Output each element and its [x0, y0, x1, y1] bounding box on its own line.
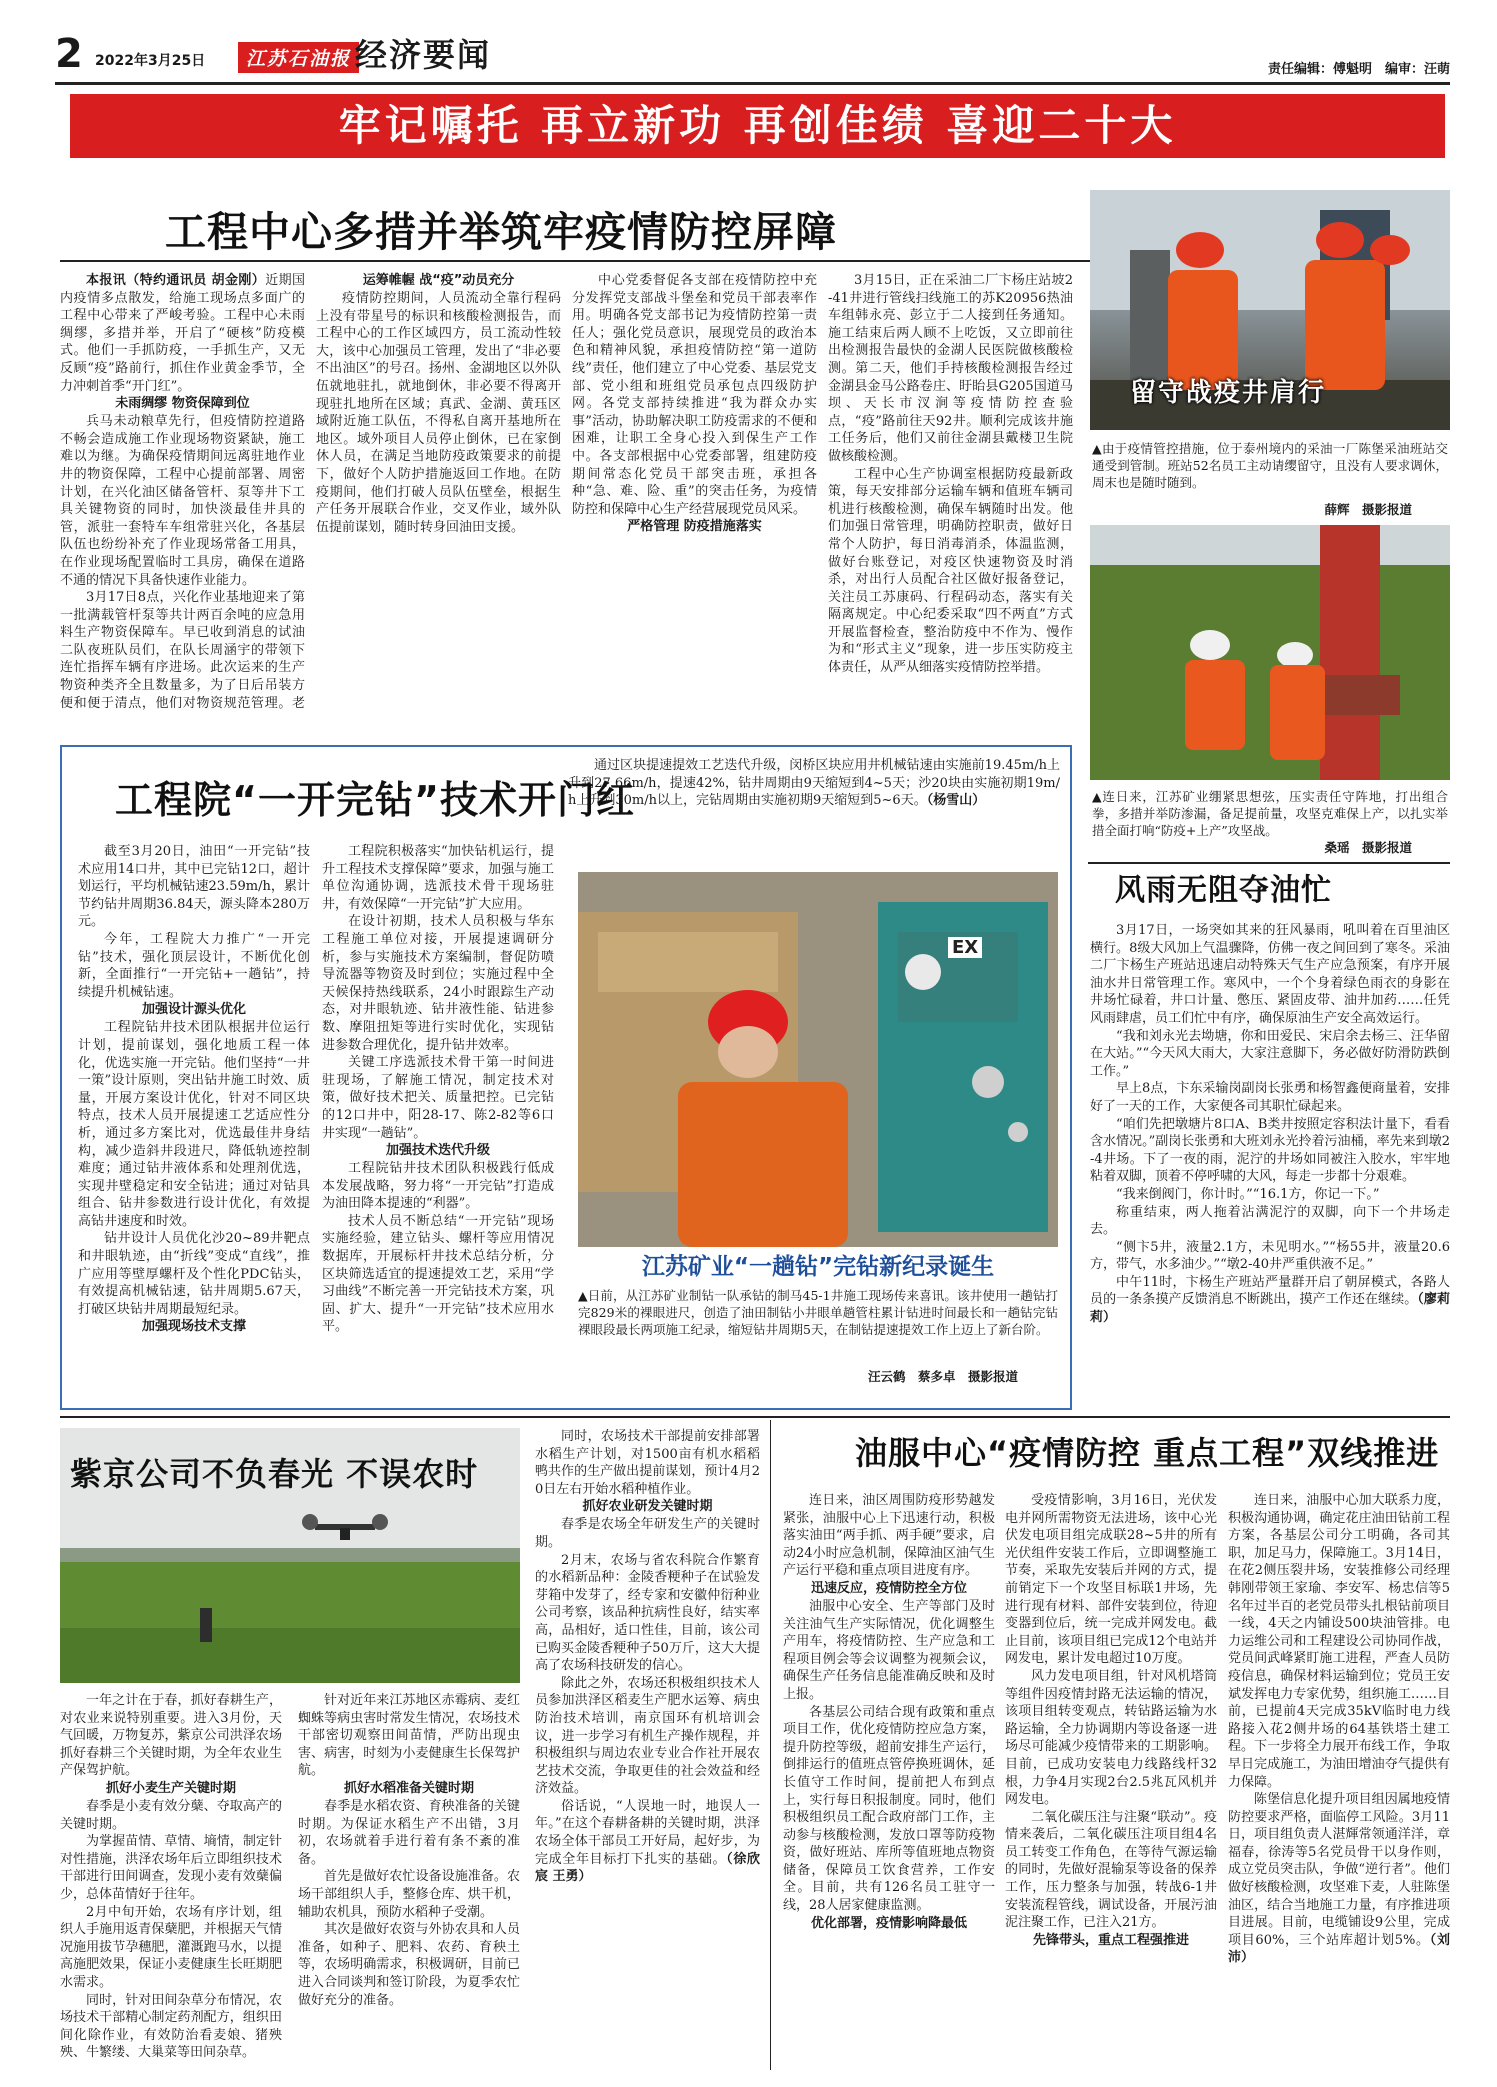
photo-guard-workers: [1090, 190, 1450, 430]
ex-plate-label: EX: [948, 937, 982, 958]
a2-p10: 通过区块提速提效工艺迭代升级，闵桥区块应用井机械钻速由实施前19.45m/h上升到27.66m/h，提速42%，钻井周期由9天缩短到4~5天；沙20块由实施初期19m/h上升到30m/h以上，完钻周期由实施初期9天缩短到5~6天。: [568, 758, 1060, 809]
photo-drill-worker-art: [578, 872, 1058, 1247]
a4-p12: 2月末，农场与省农科院合作繁育的水稻新品种：金陵香粳种子在试验发芽箱中发芽了，经专家和安徽仲衍种业公司考察，该品种抗病性良好，结实率高，品相好，适口性佳，目前，该公司已购买金陵香粳种子50万斤，这大大提高了农场科技研发的信心。: [535, 1552, 760, 1674]
a5-col1: [783, 1492, 995, 2067]
a3-p6: 称重结束，两人拖着沾满泥泞的双脚，向下一个井场走去。: [1090, 1204, 1450, 1238]
a5-p4: 受疫情影响，3月16日，光伏发电并网所需物资无法进场，该中心光伏发电项目组完成联28~5井的所有光伏组件安装工作后，立即调整施工节奏，采取先安装后并网的方式，提前销定下一个攻坚目标联1井场，先进行现有材料、部件安装到位，待迎变器到位后，统一完成并网发电。截止目前，该项目组已完成12个电站并网发电，累计发电超过10万度。: [1005, 1493, 1217, 1667]
a2-sub1: 加强设计源头优化: [141, 1002, 246, 1018]
a4-author: （徐欣宸 王勇）: [535, 1851, 760, 1885]
section-name: 经济要闻: [355, 36, 492, 74]
a2-sub3: 加强技术迭代升级: [385, 1143, 490, 1159]
issue-date: 2022年3月25日: [95, 53, 206, 69]
a4-p8: 首先是做好农忙设备设施准备。农场干部组织人手，整修仓库、烘干机，辅助农机具，预防水稻种子受潮。: [298, 1869, 520, 1920]
a1-col2: [316, 272, 561, 712]
a4-p13: 除此之外，农场还积极组织技术人员参加洪泽区稻麦生产肥水运筹、病虫防治技术培训，南京国环有机培训会议，进一步学习有机生产操作规程，并积极组织与周边农业专业合作社开展农艺技术交流，争取更佳的社会效益和经济效益。: [535, 1675, 760, 1797]
a4-p6: 针对近年来江苏地区赤霉病、麦红蜘蛛等病虫害时常发生情况，农场技术干部密切观察田间苗情，严防出现虫害、病害，时刻为小麦健康生长保驾护航。: [298, 1693, 520, 1779]
photo3-credit: 汪云鹤 蔡多卓 摄影报道: [867, 1369, 1018, 1384]
photo-mining-workers-art: [1090, 525, 1450, 780]
a2-col3: [568, 757, 1060, 857]
a4-col1: [60, 1692, 282, 2062]
a3-p4: “咱们先把墩塘片8口A、B类井按照定容积法计量下，看看含水情况。”副岗长张勇和大班刘永光拎着污油桶，率先来到墩2-4井场。下了一夜的雨，泥泞的井场如同被注入胶水，牢牢地粘着双脚，顶着不停呼啸的大风，每走一步都十分艰难。: [1090, 1116, 1450, 1185]
page-number: 2: [55, 31, 83, 77]
a5-p7: 连日来，油服中心加大联系力度，积极沟通协调，确定花庄油田钻前工程方案，各基层公司分工明确，各司其职，加足马力，保障施工。3月14日，在花2侧压裂井场，安装推修公司经理韩刚带领王家瑜、李安军、杨忠信等5名年过半百的老党员带头扎根钻前项目一线，4天之内铺设500块油管排。电力运维公司和工程建设公司协同作战，党员间武峰紧盯施工进程，严查人员防疫信息，确保材料运输到位；党员王安斌发挥电力专家优势，组织施工……目前，已提前4天完成35kV临时电力线路接入花2侧井场的64基铁塔土建工程。下一步将全力展开布线工作，争取早日完成施工，为油田增油夺气提供有力保障。: [1228, 1493, 1450, 1790]
a2-sub2: 加强现场技术支撑: [141, 1319, 246, 1335]
a1-sub3: 严格管理 防疫措施落实: [627, 519, 762, 535]
a4-p4: 2月中旬开始，农场有序计划，组织人手施用返青保蘖肥，并根据天气情况施用拔节孕穗肥，灌溉跑马水，以提高施肥效果，保证小麦健康生长旺期肥水需求。: [60, 1904, 282, 1990]
a2-p2: 今年，工程院大力推广“一开完钻”技术，强化顶层设计，不断优化创新，全面推行“一开完钻+一趟钻”，持续提升机械钻速。: [78, 931, 310, 1000]
a1-p2: 兵马未动粮草先行，但疫情防控道路不畅会造成施工作业现场物资紧缺，施工难以为继。为确保疫情期间远离驻地作业井的物资保障，工程中心提前部署、周密计划，在兴化油区储备管杆、泵等井下工具关键物资的同时，加快淡最佳井具的管，派驻一套特车车组常驻兴化，各基层队伍也纷纷补充了作业现场常备工用具，在作业现场配置临时工具房，确保在道路不通的情况下具备快速作业能力。: [60, 414, 305, 588]
photo3-caption-text: ▲日前，从江苏矿业制钻一队承钻的制马45-1井施工现场传来喜讯。该井使用一趟钻打完829米的裸眼进尺，创造了油田制钻小井眼单趟管柱累计钻进时间最长和一趟钻完钻裸眼段最长两项施工纪录，缩短钻井周期5天，在制钻提速提效工作上迈上了新台阶。: [578, 1288, 1058, 1337]
photo2-caption: [1092, 788, 1448, 840]
paper-logo: 江苏石油报: [238, 42, 359, 73]
a3-top-rule: [1088, 862, 1450, 864]
photo1-caption-text: ▲由于疫情管控措施，位于泰州境内的采油一厂陈堡采油班站交通受到管制。班站52名员工主动请缨留守，且没有人要求调休，周末也是随时随到。: [1092, 441, 1448, 490]
a1-col1: [60, 272, 305, 712]
a2-headline: 工程院“一开完钻”技术开门红: [115, 778, 635, 822]
photo-farm-drone: [60, 1428, 520, 1683]
a1-p4: 疫情防控期间，人员流动全靠行程码上没有带星号的标识和核酸检测报告，而工程中心的工作区域四方，员工流动性较大，该中心加强员工管理，发出了“非必要不出油区”的号召。扬州、金湖地区以外队伍就地驻扎，就地倒休，非必要不得离开现驻扎地所在区域；真武、金湖、黄珏区域附近施工队伍，不得私自离开基地所在地区。域外项目人员停止倒休，已在家倒休人员，在满足当地防疫政策要求的前提下，做好个人防护措施返回工作地。在防疫期间，他们打破人员队伍壁垒，根据生产任务开展联合作业，交叉作业，域外队伍提前谋划，随时转身回油田支援。: [316, 291, 561, 535]
a2-p7: 关键工序选派技术骨干第一时间进驻现场，了解施工情况，制定技术对策，做好技术把关、质量把控。已完钻的12口井中，阳28-17、陈2-82等6口井实现“一趟钻”。: [322, 1055, 554, 1141]
a4-sub2: 抓好水稻准备关键时期: [343, 1780, 474, 1796]
a1-p5: 中心党委督促各支部在疫情防控中充分发挥党支部战斗堡垒和党员干部表率作用。明确各党支部书记为疫情防控第一责任人；强化党员意识，展现党员的政治本色和精神风貌，承担疫情防控“第一道防线”责任，他们建立了中心党委、基层党支部、党小组和班组党员承包点四级防护网。各党支部持续推进“我为群众办实事”活动，协助解决职工防疫需求的不便和困难，让职工全身心投入到保生产工作中。各支部根据中心党委部署，组建防疫期间常态化党员干部突击班，承担各种“急、难、险、重”的突击任务，为疫情防控和保障中心生产经营展现党员风采。: [572, 273, 817, 517]
a5-sub3: 先锋带头，重点工程强推进: [1032, 1932, 1189, 1948]
a1-sub2: 运筹帷幄 战“疫”动员充分: [362, 273, 515, 288]
photo1-overlay-text: 留守战疫井肩行: [1130, 378, 1327, 408]
a2-p1: 截至3月20日，油田“一开完钻”技术应用14口井，其中已完钻12口，超计划运行，平均机械钻速23.59m/h，累计节约钻井周期36.84天，源头降本280万元。: [78, 844, 310, 930]
a1-p3: 3月17日8点，兴化作业基地迎来了第一批满载管杆泵等共计两百余吨的应急用料生产物资保障车。早已收到消息的试油二队夜班队员们，在队长周涵宇的带领下连忙指挥车辆有序进场。此次运来的生产物资种类齐全且数量多，为了日后吊装方便和便于清点，他们对物资规范管理。老: [60, 590, 305, 711]
a1-byline: 本报讯（特约通讯员 胡金刚）: [86, 273, 266, 288]
photo2-caption-text: ▲连日来，江苏矿业绷紧思想弦，压实责任守阵地，打出组合拳，多措并举防渗漏，备足提前量，攻坚克难保上产，以扎实举措全面打响“防疫+上产”攻坚战。: [1092, 789, 1448, 838]
a5-left-rule: [770, 1420, 771, 2070]
a3-p2: “我和刘永光去坳塘，你和田爱民、宋启余去杨三、汪华留在大站。”“今天风大雨大，大家注意脚下，务必做好防滑防跌倒工作。”: [1090, 1028, 1450, 1079]
photo3-caption: [578, 1287, 1058, 1361]
a1-headline: 工程中心多措并举筑牢疫情防控屏障: [165, 208, 837, 256]
a2-author: （杨雪山）: [926, 793, 986, 809]
page-header: [55, 30, 1450, 82]
a2-p5: 工程院积极落实“加快钻机运行，提升工程技术支撑保障”要求，加强与施工单位沟通协调，选派技术骨干现场驻井，有效保障“一开完钻”扩大应用。: [322, 844, 554, 912]
a4-p14: 俗话说，“人误地一时，地误人一年。”在这个春耕备耕的关键时期，洪泽农场全体干部员工开好局，起好步，为完成全年目标打下扎实的基础。: [535, 1798, 760, 1867]
a2-p4: 钻井设计人员优化沙20~89井靶点和井眼轨迹，由“折线”变成“直线”，推广应用等壁厚螺杆及个性化PDC钻头，有效提高机械钻速，钻井周期5.67天，打破区块钻井周期最短纪录。: [78, 1231, 310, 1317]
a4-sub3: 抓好农业研发关键时期: [582, 1499, 713, 1515]
a5-p8: 陈堡信息化提升项目组因属地疫情防控要求严格，面临停工风险。3月11日，项目组负责人湛輝常领通洋洋，章福春，徐涛等5名党员骨干以身作则，成立党员突击队，争做“逆行者”。他们做好核酸检测，攻坚难下麦，人驻陈堡油区，结合当地施工力量，有序推进项目进展。目前，电缆铺设9公里，完成项目60%，三个站库超计划5%。: [1228, 1792, 1450, 1948]
a5-p2: 油服中心安全、生产等部门及时关注油气生产实际情况，优化调整生产用车，将疫情防控、生产应急和工程项目例会等会议调整为视频会议，确保生产任务信息能准确反映和及时上报。: [783, 1598, 995, 1702]
a1-rule: [60, 260, 1090, 262]
a4-p7: 春季是水稻农资、育秧准备的关键时期。为保证水稻生产不出错，3月初，农场就着手进行着有条不紊的准备。: [298, 1798, 520, 1867]
a1-col4: [828, 272, 1073, 712]
mid-rule: [60, 1416, 1450, 1418]
a5-p3: 各基层公司结合现有政策和重点项目工作，优化疫情防控应急方案，提升防控等级，超前安排生产运行，倒排运行的值班点管停换班调休，延长值守工作时间，提前把人布到点上，实行每日积报制度。同时，他们积极组织员工配合政府部门工作，主动参与核酸检测，发放口罩等防疫物资，做好班站、库所等值班地点物资储备，保障员工饮食营养，工作安全。目前，共有126名员工驻守一线，28人居家健康监测。: [783, 1704, 995, 1914]
a1-p1: 近期国内疫情多点散发，给施工现场点多面广的工程中心带来了严峻考验。工程中心未雨绸缪，多措并举，开启了“硬核”防疫模式。他们一手抓防疫，一手抓生产，又无反顾“疫”路前行，抓住作业黄金季节，全力冲刺首季“开门红”。: [60, 273, 305, 394]
photo-drill-worker: [578, 872, 1058, 1247]
header-rule: [55, 82, 1450, 85]
a3-body: [1090, 922, 1450, 1402]
a2-p3: 工程院钻井技术团队根据井位运行计划，提前谋划，强化地质工程一体化，优选实施一开完钻。他们坚持“一井一策”设计原则，突出钻井施工时效、质量，开展方案设计优化，针对不同区块特点，技术人员开展提速工艺适应性分析，通过多方案比对，优选最佳井身结构，减少造斜井段进尺，降低轨迹控制难度；通过钻井液体系和处理剂优选，实现井壁稳定和安全钻进；通过对钻具组合、钻井参数进行设计优化，有效提高钻井速度和时效。: [78, 1020, 310, 1229]
a5-col2: [1005, 1492, 1217, 2067]
a4-sub1: 抓好小麦生产关键时期: [105, 1780, 236, 1796]
slogan-banner: [70, 94, 1445, 158]
a5-sub2: 优化部署，疫情影响降最低: [810, 1915, 967, 1931]
a4-p2: 春季是小麦有效分蘖、夺取高产的关键时期。: [60, 1798, 282, 1832]
a2-col1: [78, 843, 310, 1395]
a4-col2: [298, 1692, 520, 2062]
a5-p1: 连日来，油区周围防疫形势越发紧张，油服中心上下迅速行动，积极落实油田“两手抓、两手硬”要求，启动24小时应急机制，保障油区油气生产运行平稳和重点项目进度有序。: [783, 1493, 995, 1579]
photo-mining-workers: [1090, 525, 1450, 780]
a1-col3: [572, 272, 817, 712]
a2-p6: 在设计初期，技术人员积极与华东工程施工单位对接，开展提速调研分析，参与实施技术方案编制，督促防喷导流器等物资及时到位；实施过程中全天候保持热线联系，24小时跟踪生产动态，对井眼轨迹、钻井液性能、钻进参数、摩阻扭矩等进行实时优化，实现钻进参数合理优化，提升钻井效率。: [322, 914, 554, 1053]
a5-col3: [1228, 1492, 1450, 2067]
a4-p5: 同时，针对田间杂草分布情况，农场技术干部精心制定药剂配方，组织田间化除作业，有效防治看麦娘、猪殃殃、牛繁缕、大巢菜等田间杂草。: [60, 1992, 282, 2061]
a3-p1: 3月17日，一场突如其来的狂风暴雨，吼叫着在百里油区横行。8级大风加上气温骤降，仿佛一夜之间回到了寒冬。采油二厂卞杨生产班站迅速启动特殊天气生产应急预案，有序开展油水井日常管理工作。寒风中，一个个身着绿色雨衣的身影在井场忙碌着，井口计量、憋压、紧固皮带、油井加药……任凭风雨肆虐，员工们忙中有序，确保原油生产安全高效运行。: [1090, 923, 1450, 1026]
a1-p6: 3月15日，正在采油二厂卞杨庄站坡2-41井进行管线扫线施工的苏K20956热油车组韩永亮、彭立于二人接到任务通知。施工结束后两人顾不上吃饭，又立即前往出检测报告最快的金湖人民医院做核酸检测。第二天，他们手持核酸检测报告经过金湖县金马公路卷庄、盱眙县G205国道马坝、天长市汊涧等疫情防控查验点，“疫”路前往天92井。顺利完成该井施工任务后，他们又前往金湖县戴楼卫生院做核酸检测。: [828, 273, 1073, 464]
a2-p9: 技术人员不断总结“一开完钻”现场实施经验，建立钻头、螺杆等应用情况数据库，开展标杆井技术总结分析，分区块筛选适宜的提速提效工艺，采用“学习曲线”不断完善一开完钻技术方案，巩固、扩大、提升“一开完钻”技术应用水平。: [322, 1213, 554, 1335]
a3-author: （廖莉莉）: [1090, 1292, 1450, 1326]
a4-p11: 春季是农场全年研发生产的关键时期。: [535, 1517, 760, 1550]
a4-p3: 为掌握苗情、草情、墒情，制定针对性措施，洪泽农场年后立即组织技术干部进行田间调查，发现小麦有效蘖偏少，总体苗情好于往年。: [60, 1834, 282, 1902]
photo2-credit: 桑瑶 摄影报道: [1324, 840, 1412, 855]
a3-p8: 中午11时，卞杨生产班站严量群开启了朝屏模式，各路人员的一条条摸产反馈消息不断跳出，摸产工作还在继续。: [1090, 1274, 1450, 1308]
a1-sub1: 未雨绸缪 物资保障到位: [115, 396, 250, 412]
a4-p10: 同时，农场技术干部提前安排部署水稻生产计划，对1500亩有机水稻稻鸭共作的生产做出提前谋划，预计4月20日左右开始水稻种植作业。: [535, 1429, 760, 1497]
a4-p1: 一年之计在于春，抓好春耕生产，对农业来说特别重要。进入3月份，天气回暖，万物复苏，紫京公司洪泽农场抓好春耕三个关键时期，为全年农业生产保驾护航。: [60, 1693, 282, 1779]
a4-p9: 其次是做好农资与外协农具和人员准备，如种子、肥料、农药、育秧土等，农场明确需求，积极调研，目前已进入合同谈判和签订阶段，为夏季农忙做好充分的准备。: [298, 1922, 520, 2008]
a5-headline: 油服中心“疫情防控 重点工程”双线推进: [855, 1434, 1440, 1472]
photo3-title: 江苏矿业“一趟钻”完钻新纪录诞生: [641, 1254, 995, 1280]
a4-col3: [535, 1428, 760, 2062]
a5-author: （刘沛）: [1228, 1932, 1450, 1966]
a3-p5: “我来倒阀门，你计时。”“16.1方，你记一下。”: [1116, 1186, 1380, 1202]
a2-col2: [322, 843, 554, 1395]
a3-headline: 风雨无阻夺油忙: [1115, 873, 1332, 908]
slogan-text: 牢记嘱托 再立新功 再创佳绩 喜迎二十大: [338, 101, 1177, 150]
a5-sub1: 迅速反应，疫情防控全方位: [810, 1580, 967, 1596]
a2-p8: 工程院钻井技术团队积极践行低成本发展战略，努力将“一开完钻”打造成为油田降本提速的“利器”。: [322, 1161, 554, 1212]
a5-p5: 风力发电项目组，针对风机塔筒等组件因疫情封路无法运输的情况，该项目组转变观点，转钻路运输为水路运输，全力协调期内等设备逐一进场尽可能减少疫情带来的工期影响。目前，已成功安装电力线路线杆32根，力争4月实现2台2.5兆瓦风机并网发电。: [1005, 1668, 1217, 1808]
a5-p6: 二氧化碳压注与注聚“联动”。疫情来袭后，二氧化碳压注项目组4名员工转变工作角色，在等待气源运输的同时，先做好混输泵等设备的保养工作，压力整条与加强，转战6-1井安装流程管线，调试设备，开展污油泥注聚工作，已注入21方。: [1005, 1809, 1217, 1931]
a1-p7: 工程中心生产协调室根据防疫最新政策，每天安排部分运输车辆和值班车辆司机进行核酸检测，确保车辆随时出发。他们加强日常管理，明确防控职责，做好日常个人防护，每日消毒消杀，体温监测，做好台账登记，对疫区快速物资及时消杀，对出行人员配合社区做好报备登记，关注员工苏康码、行程码动态，落实有关隔离规定。中心纪委采取“四不两直”方式开展监督检查，整治防疫中不作为、慢作为和“形式主义”现象，进一步压实防疫主体责任，从严从细落实疫情防控举措。: [828, 466, 1073, 676]
a3-p7: “侧卞5井，液量2.1方，未见明水。”“杨55井，液量20.6方，带气，水多油少。”“墩2-40井严重供液不足。”: [1090, 1239, 1450, 1273]
a3-p3: 早上8点，卞东采输岗副岗长张勇和杨智鑫便商量着，安排好了一天的工作，大家便各司其职忙碌起来。: [1090, 1081, 1450, 1114]
photo1-credit: 薛辉 摄影报道: [1324, 502, 1412, 517]
a4-headline: 紫京公司不负春光 不误农时: [70, 1455, 479, 1493]
editor-line: 责任编辑：傅魁明 编审：汪萌: [1267, 62, 1450, 77]
